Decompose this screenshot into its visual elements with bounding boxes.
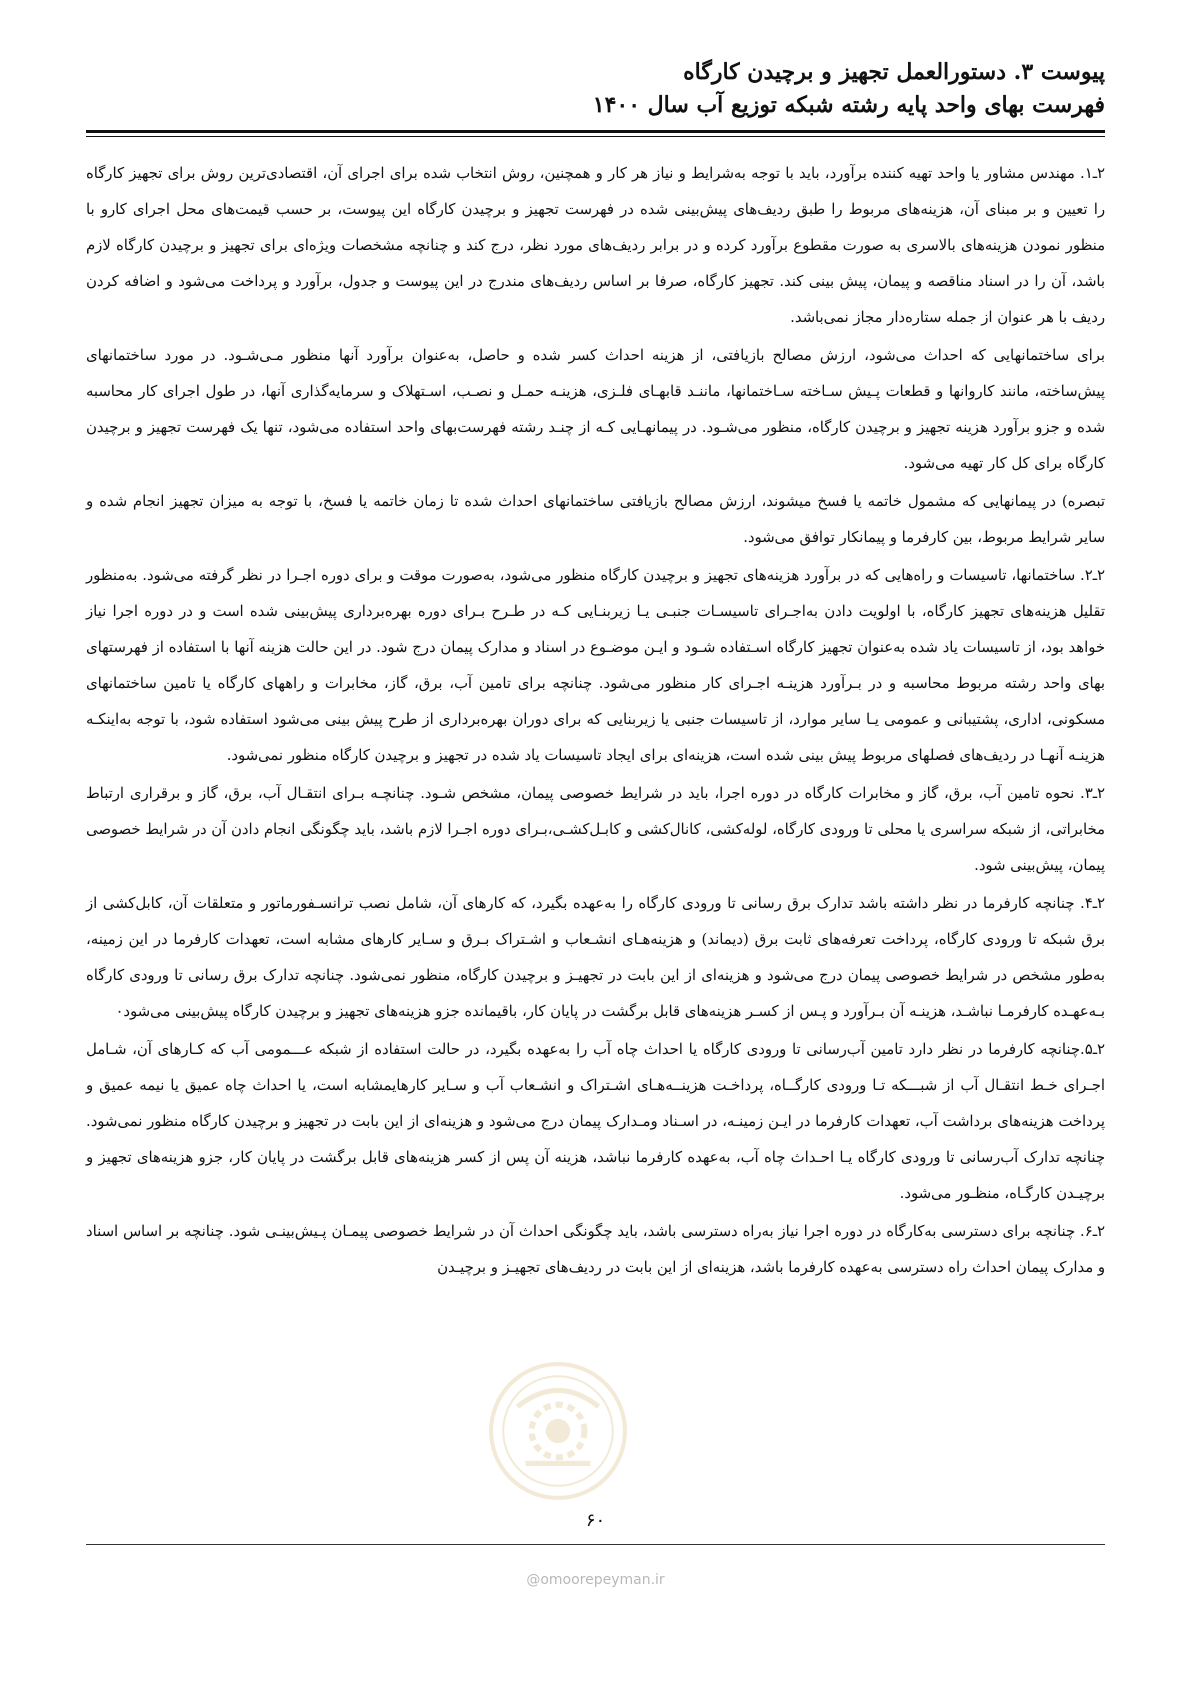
paragraph-2-6: ۲ـ۶. چنانچه برای دسترسی به‌کارگاه در دوره اجرا نیاز به‌راه دسترسی باشد، باید چگونگی احداث آن در شرایط خصوصی پیمـان پـیش‌بینـی شود. چنانچه بر اساس اسناد و مدارک پیمان احداث راه دسترسی به‌عهده کارفرما باشد، هزینه‌ای از این بابت در ردیف‌های تجهیـز و برچیـدن (86, 1223, 1105, 1276)
footer-rule (86, 1544, 1105, 1545)
paragraph-note: تبصره) در پیمانهایی که مشمول خاتمه یا فسخ میشوند، ارزش مصالح بازیافتی ساختمانهای احداث شده تا زمان خاتمه یا فسخ، با توجه به میزان تجهیز انجام شده و سایر شرایط مربوط، بین کارفرما و پیمانکار توافق می‌شود. (86, 493, 1105, 546)
seal-logo-icon (487, 1360, 629, 1502)
header-rule-thick (86, 130, 1105, 133)
paragraph-2-1: ۲ـ۱. مهندس مشاور یا واحد تهیه کننده برآورد، باید با توجه به‌شرایط و نیاز هر کار و همچنین، روش انتخاب شده برای اجرای آن، اقتصادی‌ترین روش برای تجهیز کارگاه را تعیین و بر مبنای آن، هزینه‌های مربوط را طبق ردیف‌های پیش‌بینی شده در فهرست تجهیز و برچیدن کارگاه این پیوست، بر حسب قیمت‌های محل اجرای کارو با منظور نمودن هزینه‌های بالاسری به صورت مقطوع برآورد کرده و در برابر ردیف‌های مورد نظر، درج کند و چنانچه مشخصات ویژه‌ای برای تجهیز و برچیدن کارگاه لازم باشد، آن را در اسناد مناقصه و پیمان، پیش بینی کند. تجهیز کارگاه، صرفا بر اساس ردیف‌های مندرج در این پیوست و جدول، برآورد و پرداخت می‌شود و اضافه کردن ردیف با هر عنوان از جمله ستاره‌دار مجاز نمی‌باشد. (86, 165, 1105, 326)
header-title: پیوست ۳. دستورالعمل تجهیز و برچیدن کارگاه (683, 59, 1105, 85)
paragraph-2-3: ۲ـ۳. نحوه تامین آب، برق، گاز و مخابرات کارگاه در دوره اجرا، باید در شرایط خصوصی پیمان، مشخص شـود. چنانچـه بـرای انتقـال آب، برق، گاز و برقراری ارتباط مخابراتی، از شبکه سراسری یا محلی تا ورودی کارگاه، لوله‌کشی، کانال‌کشی و کابـل‌کشـی،بـرای دوره اجـرا لازم باشد، باید چگونگی انجام دادن آن در شرایط خصوصی پیمان، پیش‌بینی شود. (86, 785, 1105, 874)
page-number: ۶۰ (585, 1510, 606, 1531)
footer-site-link[interactable]: @omoorepeyman.ir (526, 1572, 665, 1588)
paragraph-2-2: ۲ـ۲. ساختمانها، تاسیسات و راه‌هایی که در برآورد هزینه‌های تجهیز و برچیدن کارگاه منظور می‌شود، به‌صورت موقت و برای دوره اجـرا در نظر گرفته می‌شود. به‌منظور تقلیل هزینه‌های تجهیز کارگاه، با اولویت دادن به‌اجـرای تاسیسـات جنبـی یـا زیربنـایی کـه در طـرح بـرای دوره بهره‌برداری پیش‌بینی شده است و در دوره اجرا نیاز خواهد بود، از تاسیسات یاد شده به‌عنوان تجهیز کارگاه اسـتفاده شـود و ایـن موضـوع در اسناد و مدارک پیمان درج شود. در این حالت هزینه آنها با استفاده از فهرستهای بهای واحد رشته مربوط محاسبه و در بـرآورد هزینـه اجـرای کار منظور می‌شود. چنانچه برای تامین آب، برق، گاز، مخابرات و راههای کارگاه یا تامین ساختمانهای مسکونی، اداری، پشتیبانی و عمومی یـا سایر موارد، از تاسیسات جنبی یا زیربنایی که برای دوران بهره‌برداری از طرح پیش بینی می‌شود استفاده شود، با توجه به‌اینکـه هزینـه آنهـا در ردیف‌های فصلهای مربوط پیش بینی شده است، هزینه‌ای برای ایجاد تاسیسات یاد شده در تجهیز و برچیدن کارگاه منظور نمی‌شود. (86, 567, 1105, 764)
document-body (86, 156, 1105, 1288)
paragraph-2-5: ۲ـ۵.چنانچه کارفرما در نظر دارد تامین آب‌رسانی تا ورودی کارگاه یا احداث چاه آب را به‌عهده بگیرد، در حالت استفاده از شبکه عـــمومی آب که کـارهای آن، شـامل اجـرای خـط انتقـال آب از شبـــکه تـا ورودی کارگــاه، پرداخـت هزینــه‌هـای اشـتراک و انشـعاب آب و سـایر کارهایمشابه است، یا احداث چاه عمیق یا نیمه عمیق و پرداخت هزینه‌های برداشت آب، تعهدات کارفرما در ایـن زمینـه، در اسـناد ومـدارک پیمان درج می‌شود و هزینه‌ای از این بابت در تجهیز و برچیدن کارگاه منظور نمی‌شود. چنانچه تدارک آب‌رسانی تا ورودی کارگاه یـا احـداث چاه آب، به‌عهده کارفرما نباشد، هزینه آن پس از کسر هزینه‌های قابل برگشت در پایان کار، جزو هزینه‌های تجهیز و برچیـدن کارگـاه، منظـور می‌شود. (86, 1041, 1105, 1202)
page-header (86, 56, 1105, 122)
header-subtitle: فهرست بهای واحد پایه رشته شبکه توزیع آب سال ۱۴۰۰ (592, 92, 1105, 118)
paragraph-2-4: ۲ـ۴. چنانچه کارفرما در نظر داشته باشد تدارک برق رسانی تا ورودی کارگاه را به‌عهده بگیرد، که کارهای آن، شامل نصب ترانسـفورماتور و متعلقات آن، کابل‌کشی از برق شبکه تا ورودی کارگاه، پرداخت تعرفه‌های ثابت برق (دیماند) و هزینه‌هـای انشـعاب و اشـتراک بـرق و سـایر کارهای مشابه است، تعهدات کارفرما در این زمینه، به‌طور مشخص در شرایط خصوصی پیمان درج می‌شود و هزینه‌ای از این بابت در تجهیـز و برچیدن کارگاه، منظور نمی‌شود. چنانچه تدارک برق رسانی تا ورودی کارگاه بـه‌عهـده کارفرمـا نباشـد، هزینـه آن بـرآورد و پـس از کسـر هزینه‌های قابل برگشت در پایان کار، باقیمانده جزو هزینه‌های تجهیز و برچیدن کارگاه پیش‌بینی می‌شود۰ (86, 895, 1105, 1020)
paragraph-buildings: برای ساختمانهایی که احداث می‌شود، ارزش مصالح بازیافتی، از هزینه احداث کسر شده و حاصل، به‌عنوان برآورد آنها منظور مـی‌شـود. در مورد ساختمانهای پیش‌ساخته، مانند کاروانها و قطعات پـیش سـاخته سـاختمانها، ماننـد قابهـای فلـزی، هزینـه حمـل و نصـب، اسـتهلاک و سرمایه‌گذاری آنها، در طول اجرای کار محاسبه شده و جزو برآورد هزینه تجهیز و برچیدن کارگاه، منظور می‌شـود. در پیمانهـایی کـه از چنـد رشته فهرست‌بهای واحد استفاده می‌شود، تنها یک فهرست تجهیز و برچیدن کارگاه برای کل کار تهیه می‌شود. (86, 347, 1105, 472)
header-rule-thin (86, 136, 1105, 137)
